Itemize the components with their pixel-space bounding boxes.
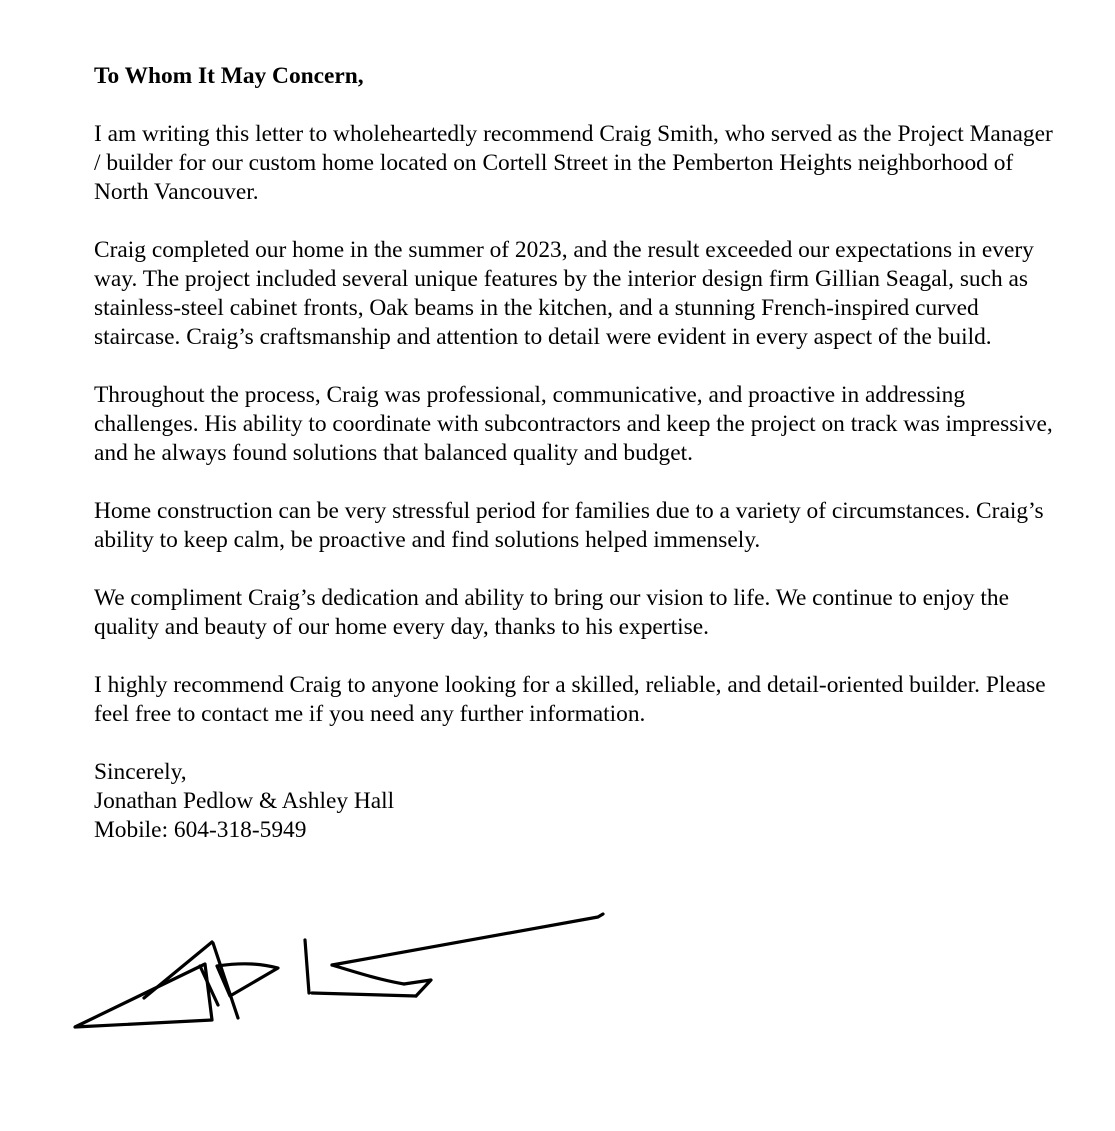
salutation: To Whom It May Concern, [94, 63, 364, 89]
paragraph-process: Throughout the process, Craig was professional, communicative, and proactive in addressing challenges. His ability to coordinate with subcontractors and keep the project on track was impressive, and he always found solutions that balanced quality and budget. [94, 382, 1053, 466]
paragraph-stress: Home construction can be very stressful period for families due to a variety of circumstances. Craig’s ability to keep calm, be proactive and find solutions helped immensely. [94, 498, 1044, 553]
handwritten-signature-icon [68, 905, 613, 1035]
paragraph-compliment: We compliment Craig’s dedication and ability to bring our vision to life. We continue to enjoy the quality and beauty of our home every day, thanks to his expertise. [94, 585, 1009, 640]
signatories: Jonathan Pedlow & Ashley Hall [94, 788, 395, 814]
paragraph-introduction: I am writing this letter to wholeheartedly recommend Craig Smith, who served as the Project Manager / builder for our custom home located on Cortell Street in the Pemberton Heights neighborhood of North Vancouver. [94, 121, 1053, 205]
letter-body [94, 62, 1054, 845]
mobile-number: Mobile: 604-318-5949 [94, 817, 307, 843]
paragraph-recommendation: I highly recommend Craig to anyone looking for a skilled, reliable, and detail-oriented builder. Please feel free to contact me if you need any further information. [94, 672, 1046, 727]
paragraph-project-details: Craig completed our home in the summer of 2023, and the result exceeded our expectations in every way. The project included several unique features by the interior design firm Gillian Seagal, such as stainless-steel cabinet fronts, Oak beams in the kitchen, and a stunning French-inspired curved staircase. Craig’s craftsmanship and attention to detail were evident in every aspect of the build. [94, 237, 1034, 350]
closing-block [94, 758, 1054, 845]
closing-word: Sincerely, [94, 759, 187, 785]
